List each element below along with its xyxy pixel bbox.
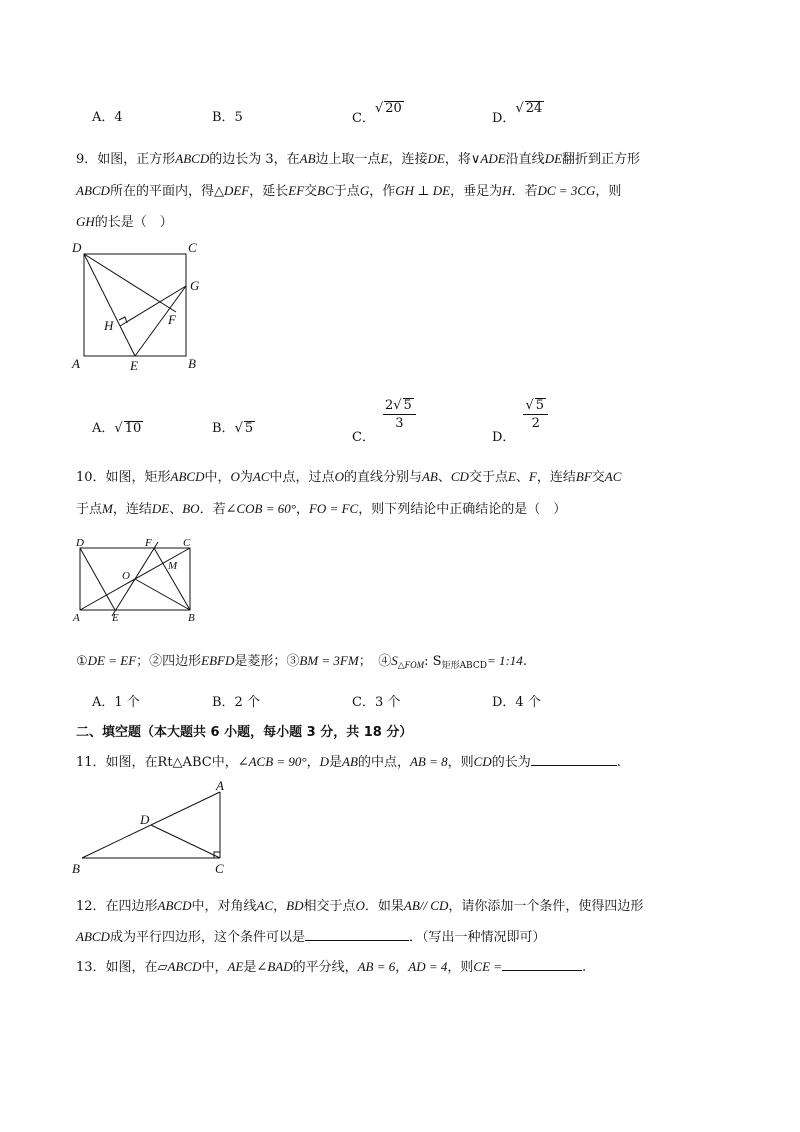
q10-line-bf (154, 548, 190, 610)
q9-line-2: ABCD所在的平面内，得△DEF，延长EF交BC于点G，作GH ⊥ DE，垂足为H．若DC = 3CG，则 (76, 183, 622, 199)
q9-label-d: D (72, 240, 82, 255)
q9-line-gh (120, 286, 186, 326)
q11-line-cd (151, 825, 220, 858)
q11-label-d: D (140, 812, 150, 827)
q8-option-b: B．5 (212, 110, 243, 125)
q11-label-a: A (216, 778, 224, 793)
q9-label-a: A (72, 356, 80, 371)
q9-label-g: G (190, 278, 200, 293)
q10-option-a: A．1 个 (92, 695, 140, 710)
q10-label-d: D (76, 537, 84, 549)
q9-label-b: B (188, 356, 196, 371)
q13-text: 13．如图，在▱ABCD中，AE是∠BAD的平分线，AB = 6，AD = 4，则CE = . (76, 959, 587, 975)
q9-line-de (84, 254, 135, 356)
q10-line-1: 10．如图，矩形ABCD中，O为AC中点，过点O的直线分别与AB、CD交于点E、F，连结BF交AC (76, 469, 622, 485)
q11-label-c: C (215, 861, 224, 876)
q9-label-e: E (130, 358, 138, 373)
q10-label-e: E (112, 612, 119, 624)
q11-label-b: B (72, 861, 80, 876)
q8-option-c-label: C． (352, 111, 375, 126)
q8-option-c: C．√ 20 (352, 101, 402, 126)
q11-figure (68, 778, 238, 878)
q10-option-d: D．4 个 (492, 695, 541, 710)
q9-label-h: H (104, 318, 114, 333)
q9-option-c: C． $\frac{2√ 5}{3}$ (352, 398, 416, 430)
q12-line-2: ABCD成为平行四边形，这个条件可以是 ．（写出一种情况即可） (76, 929, 546, 945)
q9-square (84, 254, 186, 356)
q9-option-b: B．√ 5 (212, 421, 254, 436)
q10-label-f: F (145, 537, 152, 549)
q10-label-o: O (122, 570, 130, 582)
q11-text: 11．如图，在Rt△ABC中，∠ACB = 90°，D是AB的中点，AB = 8，则CD的长为 . (76, 754, 621, 770)
q9-line-df (84, 254, 176, 312)
q9-label-f: F (168, 312, 176, 327)
q13-answer-blank[interactable] (502, 970, 582, 971)
q11-answer-blank[interactable] (531, 765, 617, 766)
q9-option-a: A．√ 10 (92, 421, 142, 436)
q10-label-c: C (183, 537, 191, 549)
q9-option-d: D． $\frac{√ 5}{2}$ (492, 398, 548, 430)
q10-figure (70, 534, 205, 626)
q10-conclusions: ①DE = EF；②四边形EBFD是菱形；③BM = 3FM； $④S_{\triangle FOM}$: $S_{矩形ABCD}=$ 1:14. (76, 653, 527, 671)
q10-line-2: 于点M，连结DE、BO．若∠COB = 60°，FO = FC，则下列结论中正确结论的是（ ） (76, 501, 567, 517)
q8-option-c-radicand: 20 (385, 101, 402, 116)
q9-line-eg (135, 286, 186, 356)
q9-figure (68, 240, 218, 375)
q9-label-c: C (188, 240, 197, 255)
q10-label-a: A (73, 612, 80, 624)
q8-option-a: A．4 (92, 110, 123, 125)
q10-option-b: B．2 个 (212, 695, 260, 710)
q9-line-3: GH的长是（ ） (76, 214, 173, 230)
q10-label-b: B (188, 612, 195, 624)
q10-label-m: M (168, 560, 178, 572)
section-2-title: 二、填空题（本大题共 6 小题，每小题 3 分，共 18 分） (76, 725, 413, 740)
q12-line-1: 12．在四边形ABCD中，对角线AC，BD相交于点O．如果AB// CD，请你添加一个条件，使得四边形 (76, 898, 644, 914)
q8-option-d-label: D． (492, 111, 516, 126)
q12-answer-blank[interactable] (305, 940, 409, 941)
q10-option-c: C．3 个 (352, 695, 401, 710)
q9-line-1: 9．如图，正方形ABCD的边长为 3，在AB边上取一点E，连接DE，将∨ADE沿直线DE翻折到正方形 (76, 151, 641, 167)
q8-option-d: D．√ 24 (492, 101, 543, 126)
q8-option-d-radicand: 24 (525, 101, 543, 116)
q10-line-bo (135, 579, 190, 610)
